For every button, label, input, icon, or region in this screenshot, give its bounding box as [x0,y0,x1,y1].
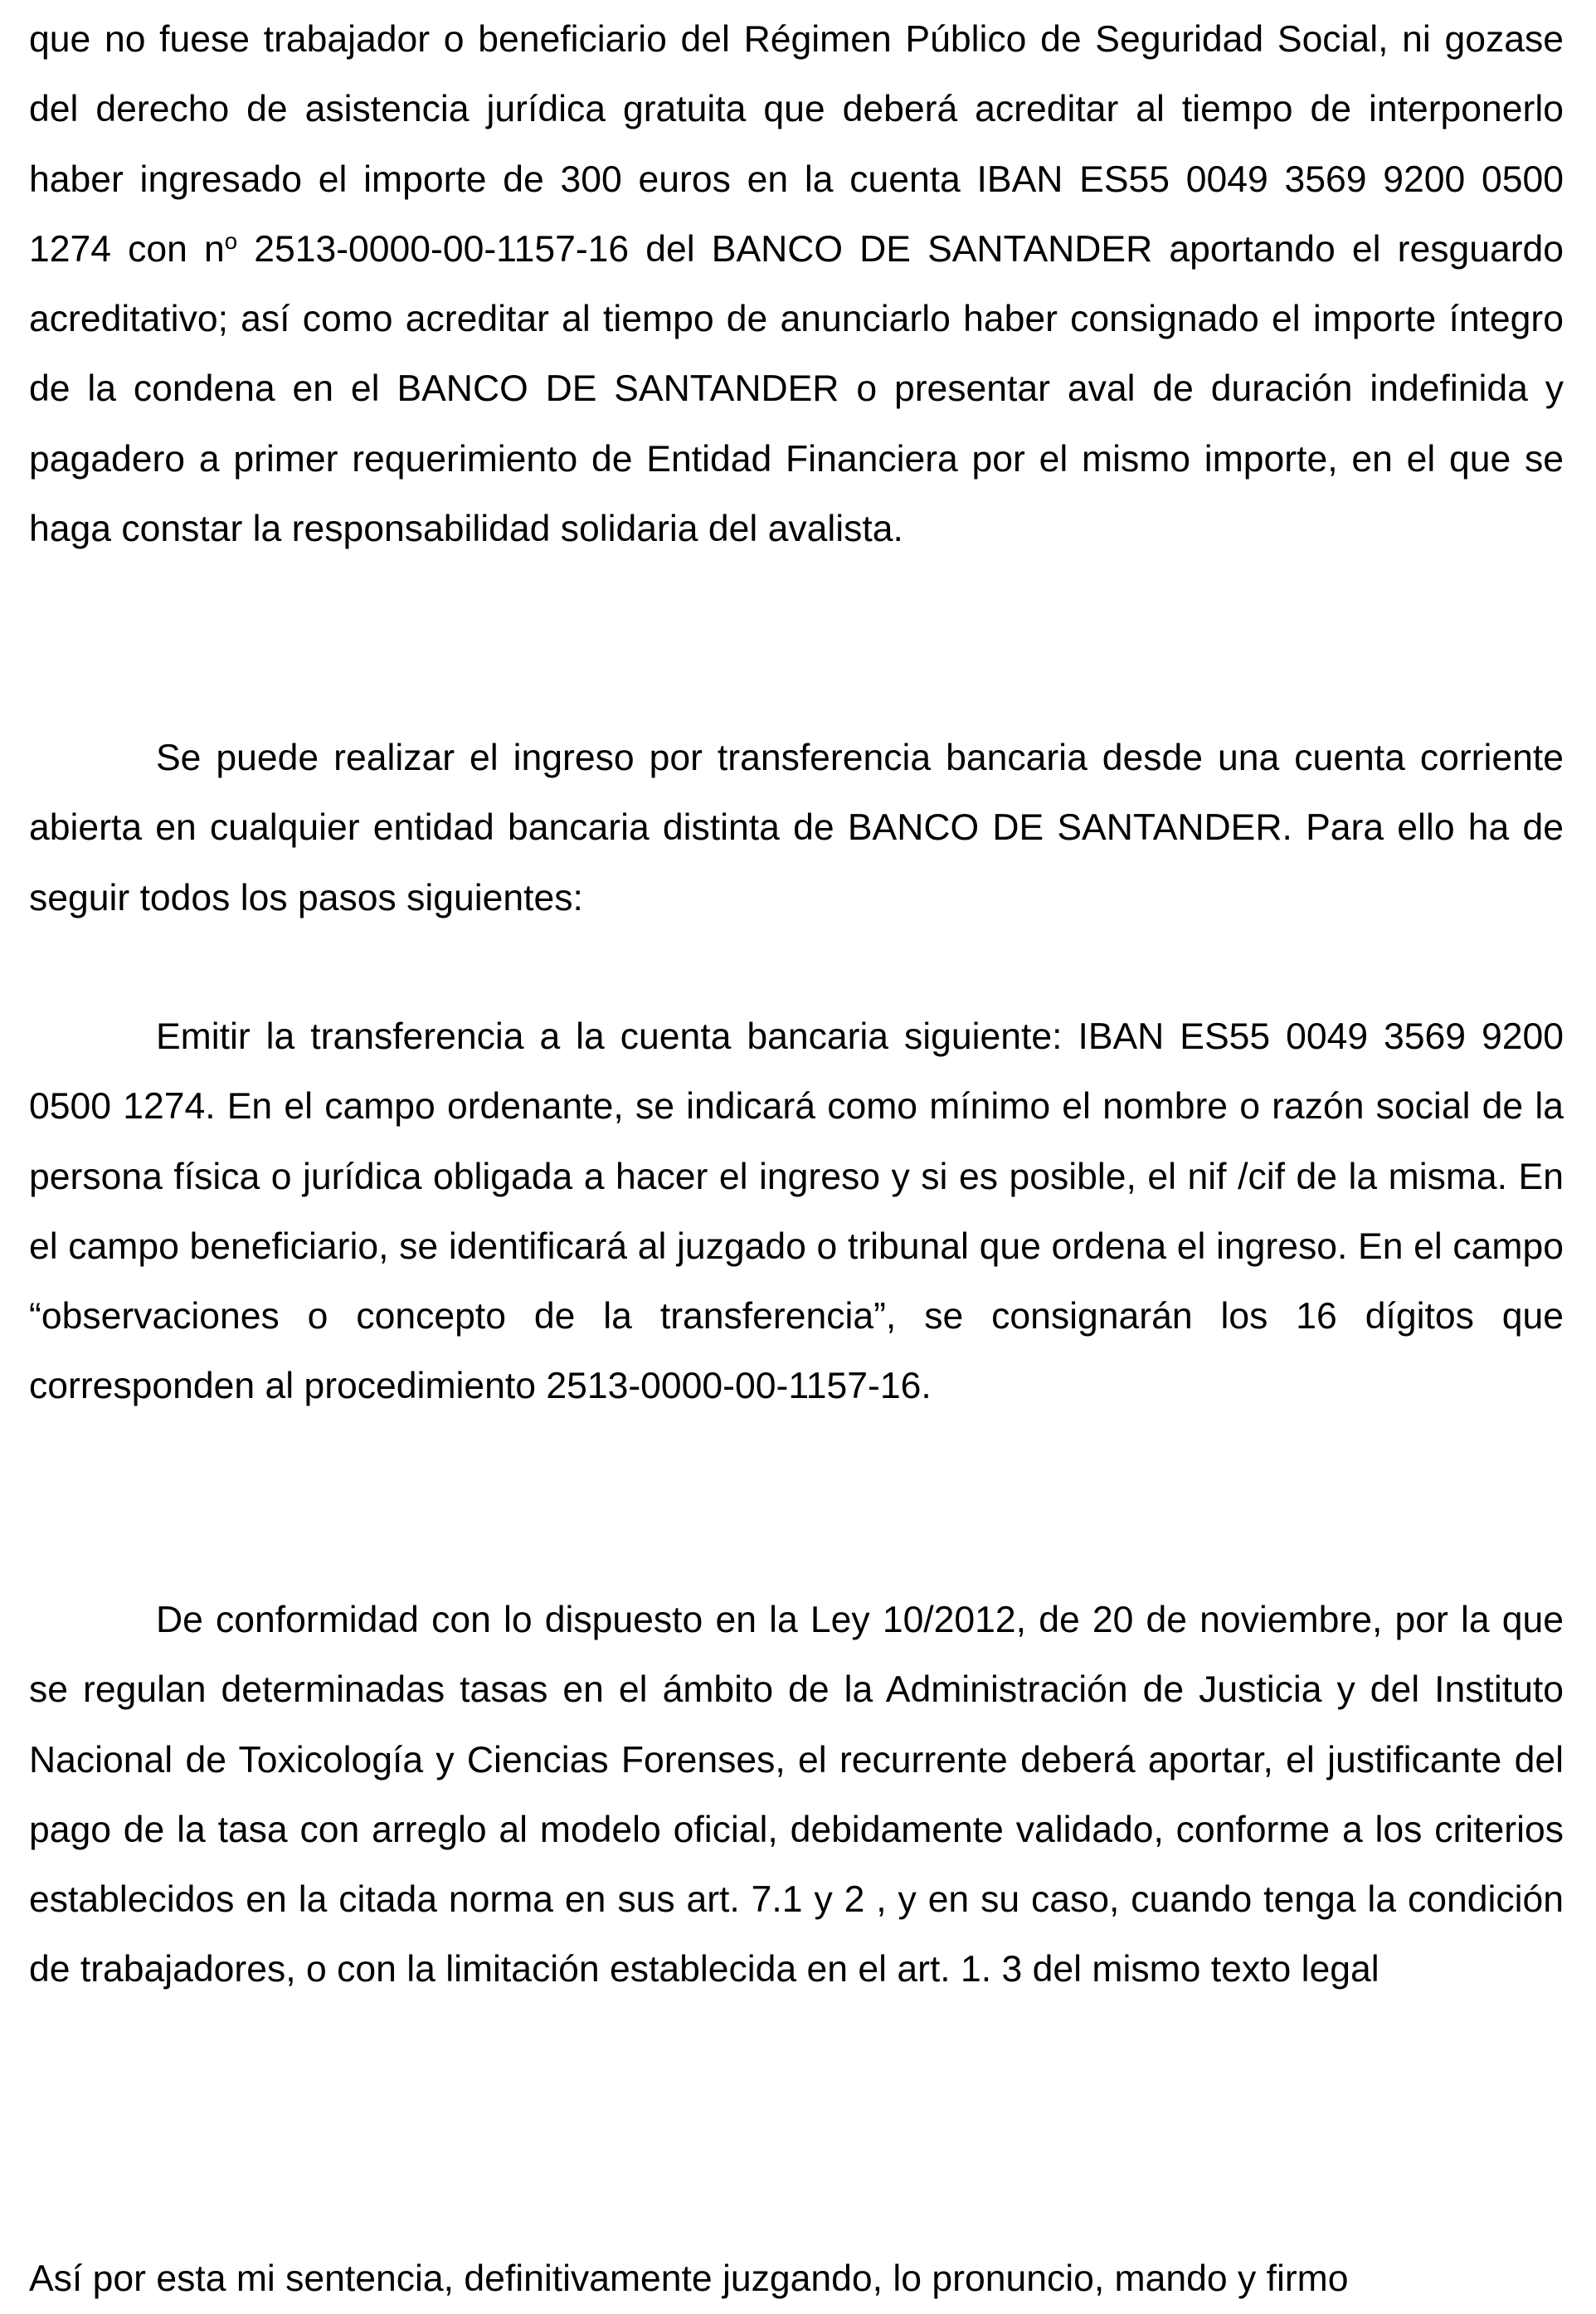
closing-line: Así por esta mi sentencia, definitivamente juzgando, lo pronuncio, mando y firmo [29,2258,1349,2299]
paragraph-court-fees: De conformidad con lo dispuesto en la Ley 10/2012, de 20 de noviembre, por la que se regulan determinadas tasas en el ámbito de la Administración de Justicia y del Instituto Nacional de Toxicología y Ciencias Forenses, el recurrente deberá aportar, el justificante del pago de la tasa con arreglo al modelo oficial, debidamente validado, conforme a los criterios establecidos en la citada norma en sus art. 7.1 y 2 , y en su caso, cuando tenga la condición de trabajadores, o con la limitación establecida en el art. 1. 3 del mismo texto legal [29,1600,1564,1990]
paragraph-appeal-deposit [29,5,1564,564]
paragraph-bank-transfer: Se puede realizar el ingreso por transferencia bancaria desde una cuenta corriente abierta en cualquier entidad bancaria distinta de BANCO DE SANTANDER. Para ello ha de seguir todos los pasos siguientes: [29,738,1564,918]
ordinal-superscript: o [224,227,238,254]
paragraph-transfer-instructions: Emitir la transferencia a la cuenta bancaria siguiente: IBAN ES55 0049 3569 9200 0500 1274. En el campo ordenante, se indicará como mínimo el nombre o razón social de la persona física o jurídica obligada a hacer el ingreso y si es posible, el nif /cif de la misma. En el campo beneficiario, se identificará al juzgado o tribunal que ordena el ingreso. En el campo “observaciones o concepto de la transferencia”, se consignarán los 16 dígitos que corresponden al procedimiento 2513-0000-00-1157-16. [29,1016,1564,1407]
paragraph-text: que no fuese trabajador o beneficiario del Régimen Público de Seguridad Social, ni gozase del derecho de asistencia jurídica gratuita que deberá acreditar al tiempo de interponerlo haber ingresado el importe de 300 euros en la cuenta IBAN ES55 0049 3569 9200 0500 1274 con n [29,19,1564,270]
paragraph-text: 2513-0000-00-1157-16 del BANCO DE SANTANDER aportando el resguardo acreditativo; así como acreditar al tiempo de anunciarlo haber consignado el importe íntegro de la condena en el BANCO DE SANTANDER o presentar aval de duración indefinida y pagadero a primer requerimiento de Entidad Financiera por el mismo importe, en el que se haga constar la responsabilidad solidaria del avalista. [29,228,1564,550]
